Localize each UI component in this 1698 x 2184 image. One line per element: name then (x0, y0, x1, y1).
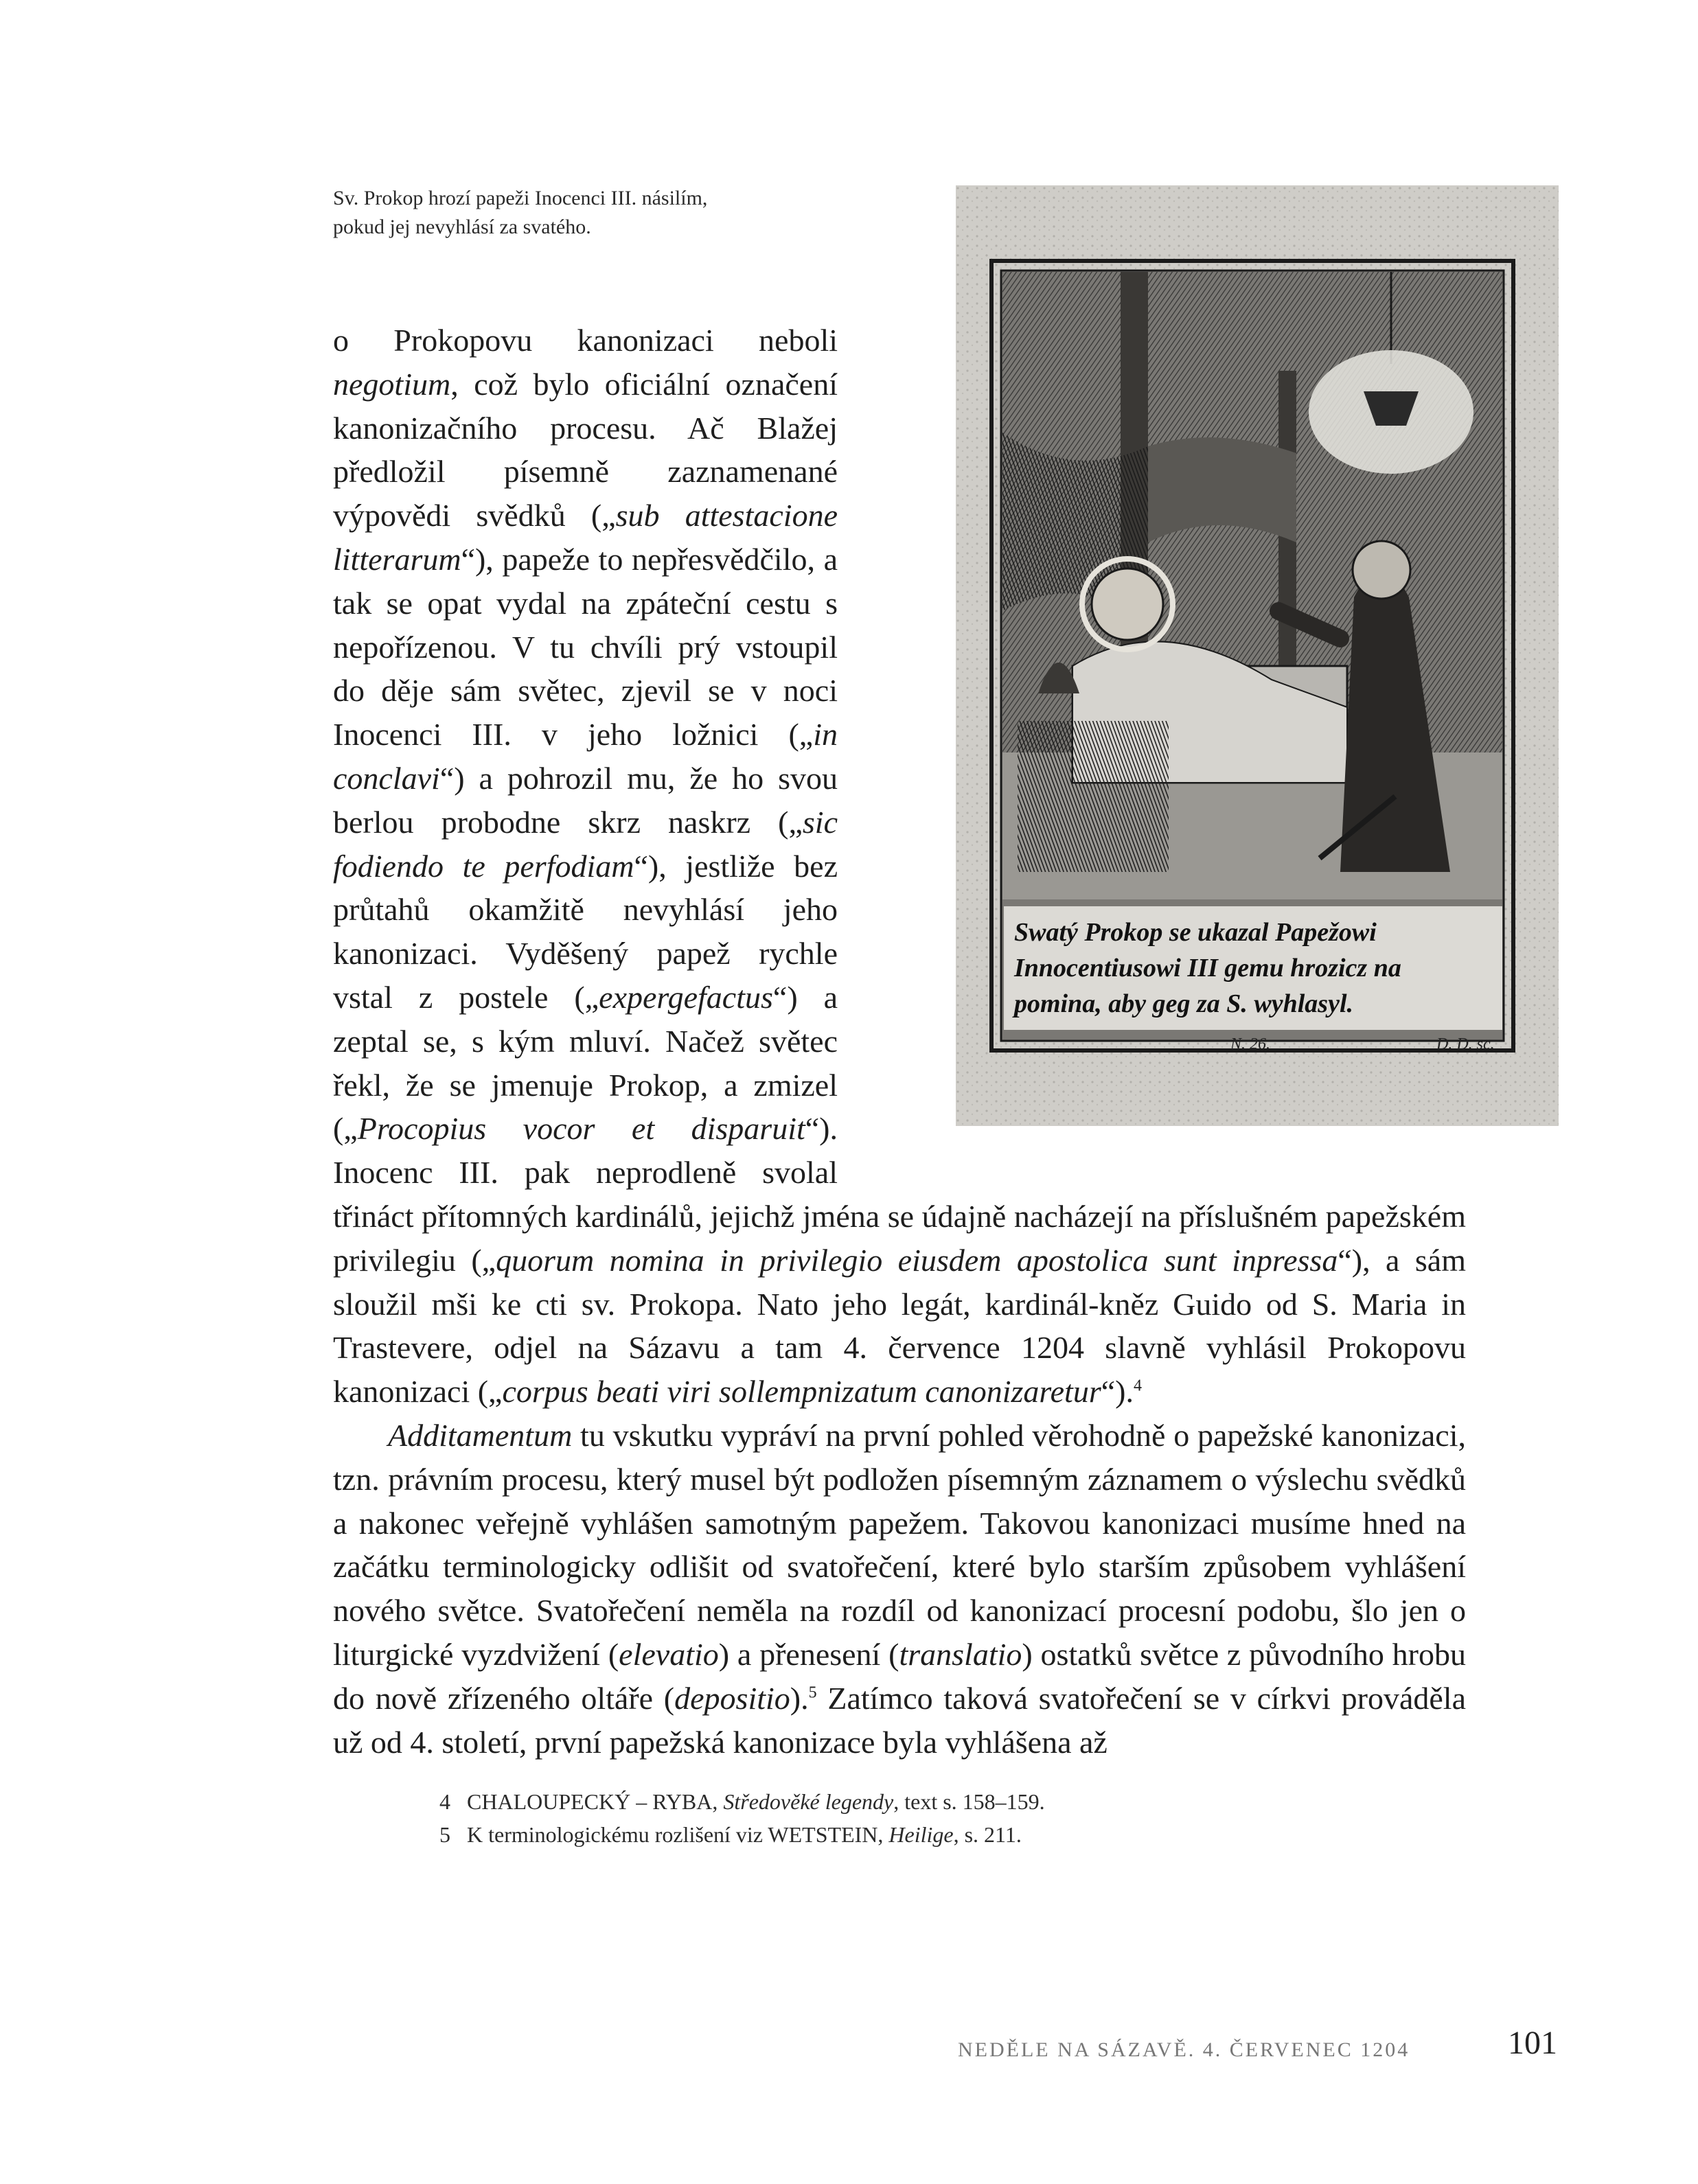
figure-float-spacer (838, 319, 1466, 1191)
footnote-text (467, 1818, 1022, 1851)
latin-term: elevatio (619, 1636, 719, 1672)
latin-quote: corpus beati viri sollempnizatum canonizaretur (502, 1374, 1101, 1410)
text-run: “). Inocenc III. pak neprodleně svolal třináct přítomných kardinálů, jejichž jména se údajně nacházejí na příslušném papežském privilegiu („ (333, 1111, 1466, 1278)
figure-caption (333, 184, 827, 242)
engraving-mark-left: N. 26. (1230, 1035, 1271, 1053)
footnote-number: 4 (439, 1789, 450, 1814)
text-run: Zatímco taková svatořečení se v církvi prováděla už od 4. století, první papežská kanonizace byla vyhlášena až (333, 1680, 1466, 1760)
text-run: o Prokopovu kanonizaci neboli (333, 323, 838, 358)
main-text (333, 319, 1466, 1764)
footnote-text (467, 1785, 1045, 1818)
text-run: , což bylo oficiální označení kanonizačního procesu. Ač Blažej předložil písemně zaznamenané výpovědi svědků („ (333, 366, 838, 533)
caption-line-1: Sv. Prokop hrozí papeži Inocenci III. násilím, (333, 187, 708, 209)
latin-term: depositio (674, 1680, 790, 1716)
footnote-5 (439, 1818, 1332, 1851)
text-run: “), a sám sloužil mši ke cti sv. Prokopa. Nato jeho legát, kardinál-kněz Guido od S. Maria in Trastevere, odjel na Sázavu a tam 4. července 1204 slavně vyhlásil Prokopovu kanonizaci („ (333, 1242, 1467, 1410)
text-run: “), jestliže bez průtahů okamžitě nevyhlásí jeho kanonizaci. Vyděšený papež rychle vstal z postele („ (333, 848, 838, 1015)
text-run: “). (1101, 1374, 1134, 1410)
latin-quote: in conclavi (333, 717, 838, 796)
latin-quote: sic fodiendo te perfodiam (333, 804, 838, 884)
text-run: “) a pohrozil mu, že ho svou berlou probodne skrz naskrz („ (333, 760, 838, 840)
text-run: ). (790, 1680, 809, 1716)
paragraph-2 (333, 1414, 1466, 1764)
latin-quote: expergefactus (599, 979, 773, 1015)
inscription-line-3: pomina, aby geg za S. wyhlasyl. (1014, 989, 1354, 1018)
engraving-mark-right: D. D. sc. (1436, 1035, 1495, 1053)
latin-term: negotium (333, 366, 451, 402)
book-title: Středověké legendy (723, 1789, 894, 1814)
running-head: NEDĚLE NA SÁZAVĚ. 4. ČERVENEC 1204 (958, 2038, 1410, 2061)
text-run: , text s. 158–159. (893, 1789, 1045, 1814)
text-run: “), papeže to nepřesvědčilo, a tak se opat vydal na zpáteční cestu s nepořízenou. V tu chvíli prý vstoupil do děje sám světec, zjevil se v noci Inocenci III. v jeho ložnici („ (333, 541, 838, 752)
text-run: ) a přenesení ( (718, 1636, 899, 1672)
footnote-ref-4[interactable]: 4 (1133, 1377, 1142, 1395)
text-run: tu vskutku vypráví na první pohled věrohodně o papežské kanonizaci, tzn. právním procesu, který musel být podložen písemným záznamem o výslechu svědků a nakonec veřejně vyhlášen samotným papežem. Takovou kanonizaci musíme hned na začátku terminologicky odlišit od svatořečení, které bylo starším způsobem vyhlášení nového světce. Svatořečení neměla na rozdíl od kanonizací procesní podobu, šlo jen o liturgické vyzdvižení ( (333, 1417, 1466, 1672)
text-run: CHALOUPECKÝ – RYBA, (467, 1789, 724, 1814)
latin-term: Additamentum (388, 1417, 573, 1453)
footnote-ref-5[interactable]: 5 (808, 1683, 817, 1702)
text-run: ) ostatků světce z původního hrobu do nově zřízeného oltáře ( (333, 1636, 1466, 1716)
footnotes (439, 1785, 1332, 1851)
latin-quote: quorum nomina in privilegio eiusdem apostolica sunt inpressa (496, 1242, 1338, 1278)
inscription-line-1: Swatý Prokop se ukazal Papežowi (1014, 918, 1377, 947)
footnote-number: 5 (439, 1822, 450, 1847)
text-run: , s. 211. (953, 1822, 1022, 1847)
latin-quote: sub attestacione litterarum (333, 498, 838, 577)
text-run: K terminologickému rozlišení viz WETSTEIN, (467, 1822, 889, 1847)
page-number: 101 (1508, 2025, 1557, 2061)
book-title: Heilige (888, 1822, 954, 1847)
text-run: “) a zeptal se, s kým mluví. Načež světec řekl, že se jmenuje Prokop, a zmizel („ (333, 979, 838, 1147)
caption-line-2: pokud jej nevyhlásí za svatého. (333, 216, 591, 238)
footnote-4 (439, 1785, 1332, 1818)
latin-quote: Procopius vocor et disparuit (357, 1111, 805, 1147)
latin-term: translatio (899, 1636, 1022, 1672)
inscription-line-2: Innocentiusowi III gemu hrozicz na (1014, 954, 1401, 982)
